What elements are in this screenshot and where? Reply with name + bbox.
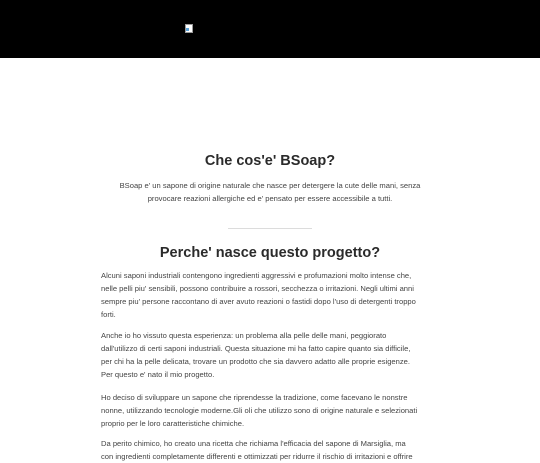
paragraph bbox=[101, 391, 441, 430]
paragraph-line: nelle pelli piu' sensibili, possono contribuire a rossori, secchezza o irritazioni. Negli ultimi anni bbox=[101, 284, 414, 293]
paragraph-line: per chi ha la pelle delicata, trovare un prodotto che sia davvero adatto alle proprie esigenze. bbox=[101, 357, 411, 366]
paragraph-line: con ingredienti completamente differenti e ottimizzati per ridurre il rischio di irritazioni e offrire bbox=[101, 452, 413, 461]
image-placeholder-mark bbox=[186, 28, 189, 31]
intro-text bbox=[100, 179, 440, 205]
paragraph-line: nonne, utilizzando tecnologie moderne.Gli oli che utilizzo sono di origine naturale e selezionati bbox=[101, 406, 418, 415]
paragraph-line: Ho deciso di sviluppare un sapone che riprendesse la tradizione, come facevano le nonstre bbox=[101, 393, 408, 402]
paragraph-line: Anche io ho vissuto questa esperienza: un problema alla pelle delle mani, peggiorato bbox=[101, 331, 387, 340]
paragraph bbox=[101, 269, 441, 321]
broken-image-icon[interactable] bbox=[185, 24, 195, 34]
paragraph-line: sempre piu' persone raccontano di aver avuto reazioni o fastidi dopo l'uso di detergenti troppo bbox=[101, 297, 416, 306]
intro-line: provocare reazioni allergiche ed e' pensato per essere accessibile a tutti. bbox=[147, 194, 393, 203]
paragraph-line: Alcuni saponi industriali contengono ingredienti aggressivi e profumazioni molto intense che, bbox=[101, 271, 412, 280]
paragraph-line: Da perito chimico, ho creato una ricetta che richiama l'efficacia del sapone di Marsiglia, ma bbox=[101, 439, 406, 448]
section-divider bbox=[228, 228, 312, 229]
paragraph-line: dall'utilizzo di certi saponi industriali. Questa situazione mi ha fatto capire quanto sia difficile, bbox=[101, 344, 411, 353]
paragraph bbox=[101, 437, 441, 463]
paragraph bbox=[101, 329, 441, 381]
paragraph-line: forti. bbox=[101, 310, 116, 319]
intro-line: BSoap e' un sapone di origine naturale che nasce per detergere la cute delle mani, senza bbox=[119, 181, 421, 190]
top-header-bar bbox=[0, 0, 540, 58]
section-title-what-is: Che cos'e' BSoap? bbox=[204, 153, 336, 169]
paragraph-line: proprio per le loro caratteristiche chimiche. bbox=[101, 419, 245, 428]
paragraph-line: Per questo e' nato il mio progetto. bbox=[101, 370, 215, 379]
section-title-why: Perche' nasce questo progetto? bbox=[159, 245, 381, 261]
